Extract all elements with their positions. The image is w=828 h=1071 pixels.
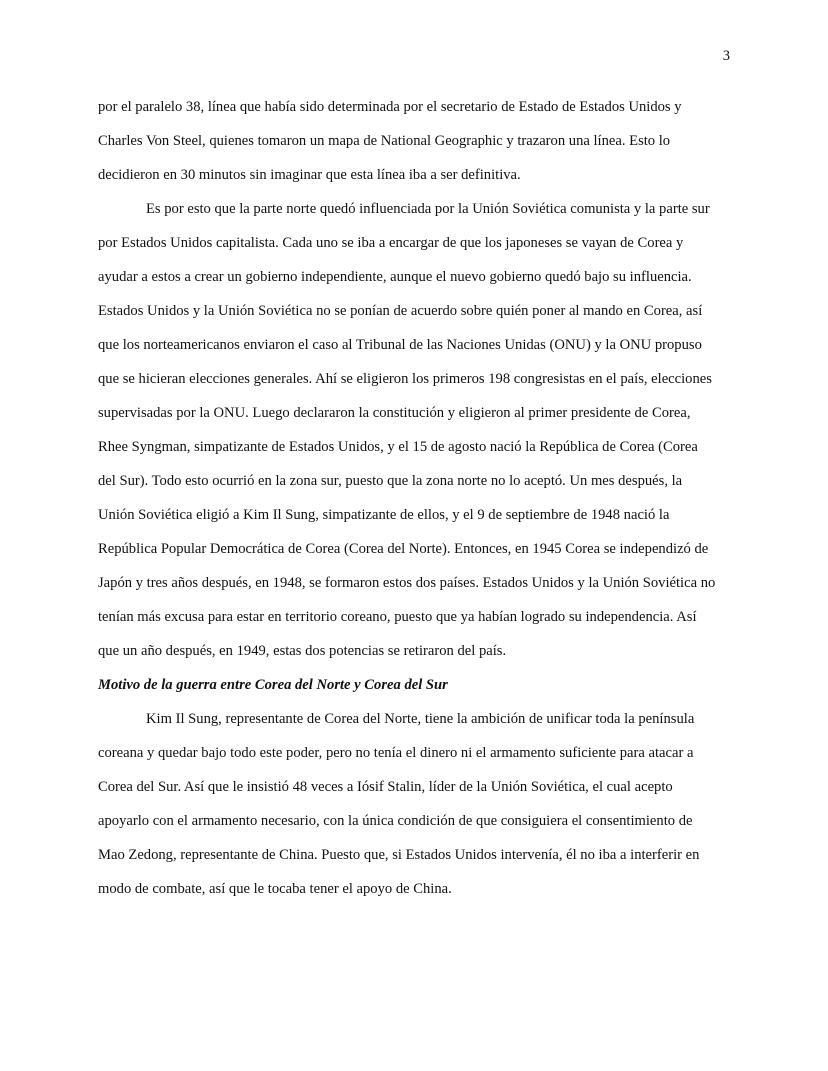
text-line: que los norteamericanos enviaron el caso al Tribunal de las Naciones Unidas (ONU) y la ONU propuso bbox=[98, 337, 702, 353]
page-number: 3 bbox=[722, 48, 730, 64]
document-body bbox=[98, 90, 738, 906]
text-line: tenían más excusa para estar en territorio coreano, puesto que ya habían logrado su independencia. Así bbox=[98, 609, 697, 625]
paragraph-3 bbox=[98, 702, 738, 906]
text-line: República Popular Democrática de Corea (Corea del Norte). Entonces, en 1945 Corea se independizó de bbox=[98, 541, 709, 557]
text-line: que un año después, en 1949, estas dos potencias se retiraron del país. bbox=[98, 643, 507, 659]
text-line: ayudar a estos a crear un gobierno independiente, aunque el nuevo gobierno quedó bajo su influencia. bbox=[98, 269, 692, 285]
text-line: Corea del Sur. Así que le insistió 48 veces a Iósif Stalin, líder de la Unión Soviética, el cual acepto bbox=[98, 779, 673, 795]
section-heading: Motivo de la guerra entre Corea del Norte y Corea del Sur bbox=[98, 677, 448, 693]
paragraph-2 bbox=[98, 192, 738, 668]
text-line: Unión Soviética eligió a Kim Il Sung, simpatizante de ellos, y el 9 de septiembre de 1948 nació la bbox=[98, 507, 670, 523]
text-line: decidieron en 30 minutos sin imaginar que esta línea iba a ser definitiva. bbox=[98, 167, 521, 183]
text-line: por Estados Unidos capitalista. Cada uno se iba a encargar de que los japoneses se vayan de Corea y bbox=[98, 235, 684, 251]
text-line: por el paralelo 38, línea que había sido determinada por el secretario de Estado de Estados Unidos y bbox=[98, 99, 682, 115]
text-line: modo de combate, así que le tocaba tener el apoyo de China. bbox=[98, 881, 452, 897]
text-line: Mao Zedong, representante de China. Puesto que, si Estados Unidos intervenía, él no iba a interferir en bbox=[98, 847, 700, 863]
text-line: que se hicieran elecciones generales. Ahí se eligieron los primeros 198 congresistas en el país, elecciones bbox=[98, 371, 712, 387]
text-line: Rhee Syngman, simpatizante de Estados Unidos, y el 15 de agosto nació la República de Corea (Corea bbox=[98, 439, 698, 455]
paragraph-1 bbox=[98, 90, 738, 192]
text-line: del Sur). Todo esto ocurrió en la zona sur, puesto que la zona norte no lo aceptó. Un mes después, la bbox=[98, 473, 683, 489]
text-line: Kim Il Sung, representante de Corea del Norte, tiene la ambición de unificar toda la península bbox=[146, 711, 695, 727]
text-line: supervisadas por la ONU. Luego declararon la constitución y eligieron al primer presidente de Corea, bbox=[98, 405, 691, 421]
text-line: Es por esto que la parte norte quedó influenciada por la Unión Soviética comunista y la parte sur bbox=[146, 201, 710, 217]
text-line: Charles Von Steel, quienes tomaron un mapa de National Geographic y trazaron una línea. Esto lo bbox=[98, 133, 671, 149]
text-line: Estados Unidos y la Unión Soviética no se ponían de acuerdo sobre quién poner al mando en Corea, así bbox=[98, 303, 703, 319]
text-line: Japón y tres años después, en 1948, se formaron estos dos países. Estados Unidos y la Unión Soviética no bbox=[98, 575, 716, 591]
text-line: coreana y quedar bajo todo este poder, pero no tenía el dinero ni el armamento suficiente para atacar a bbox=[98, 745, 694, 761]
text-line: apoyarlo con el armamento necesario, con la única condición de que consiguiera el consentimiento de bbox=[98, 813, 693, 829]
